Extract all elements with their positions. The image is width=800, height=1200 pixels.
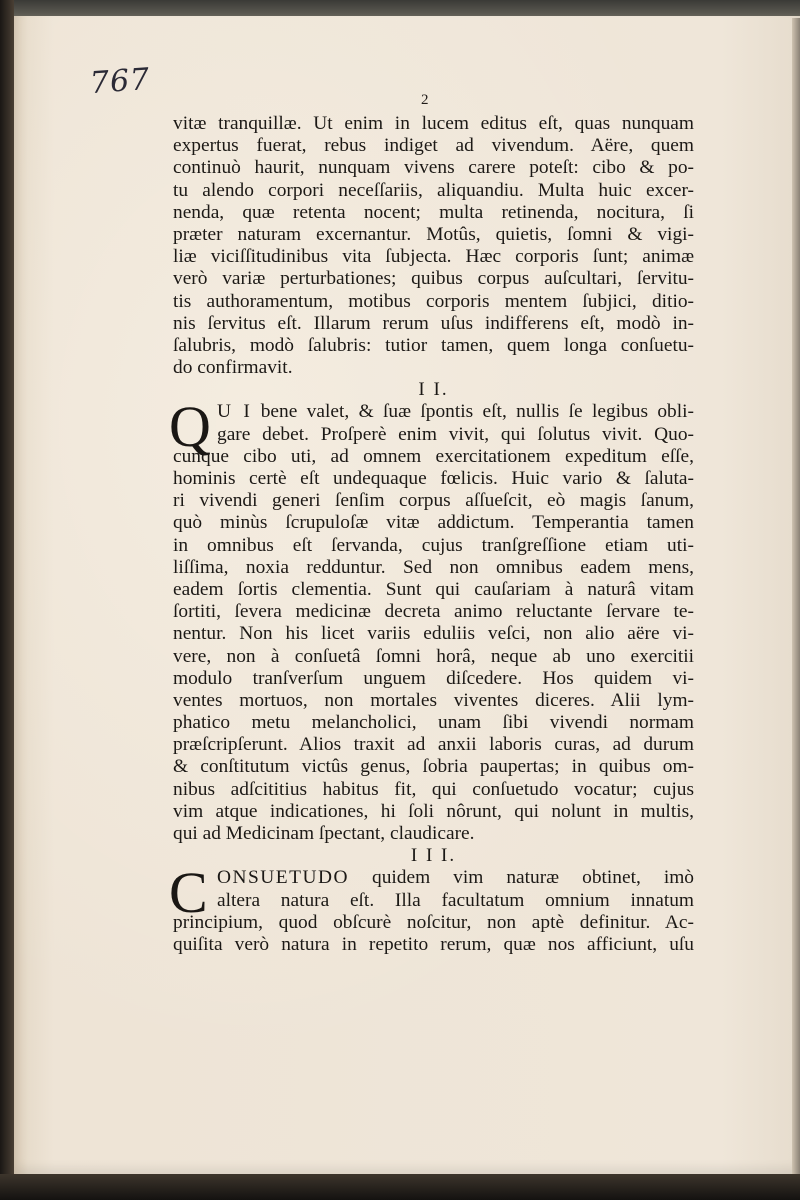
text-line: liæ viciſſitudinibus vita ſubjecta. Hæc corporis ſunt; animæ xyxy=(173,246,694,268)
text-line: in omnibus eſt ſervanda, cujus tranſgreſſione etiam uti- xyxy=(173,534,694,556)
text-line: vere, non à conſuetâ ſomni horâ, neque ab uno exercitii xyxy=(173,645,694,667)
text-line: præſcripſerunt. Alios traxit ad anxii laboris curas, ad durum xyxy=(173,734,694,756)
section-3 xyxy=(169,860,694,956)
text-line: vim atque indicationes, hi ſoli nôrunt, qui nolunt in multis, xyxy=(173,800,694,822)
lead-capitals: ONSUETUDO xyxy=(217,867,349,889)
text-line: continuò haurit, nunquam vivens carere poteſt: cibo & po- xyxy=(173,157,694,179)
text-line: & conſtitutum victûs genus, ſobria paupertas; in quibus om- xyxy=(173,756,694,778)
spine-shadow xyxy=(0,0,14,1200)
text-line: hominis certè eſt undequaque fœlicis. Huic vario & ſaluta- xyxy=(173,468,694,489)
text-line xyxy=(173,867,694,889)
text-line: nibus adſcititius habitus fit, qui conſuetudo vocatur; cujus xyxy=(173,778,694,800)
text-line: cunque cibo uti, ad omnem exercitationem expeditum eſſe, xyxy=(173,445,694,467)
drop-cap: Q xyxy=(169,394,211,460)
text-line: altera natura eſt. Illa facultatum omnium innatum xyxy=(217,889,694,911)
text-line: ſortiti, ſevera medicinæ decreta animo reluctante ſervare te- xyxy=(173,601,694,623)
text-line: gare debet. Proſperè enim vivit, qui ſolutus vivit. Quo- xyxy=(217,423,694,445)
text-line: tu alendo corpori neceſſariis, aliquandiu. Multa huic excer- xyxy=(173,179,694,201)
text-line: qui ad Medicinam ſpectant, claudicare. xyxy=(173,823,475,844)
section-2 xyxy=(169,394,694,845)
section-heading-3: I I I. xyxy=(410,845,457,867)
text-line: verò variæ perturbationes; quibus corpus auſcultari, ſervitu- xyxy=(173,268,694,290)
page-right-edge xyxy=(792,18,800,1178)
paragraph-1 xyxy=(173,113,694,379)
handwritten-margin-note: 767 xyxy=(88,61,152,102)
text-line: nis ſervitus eſt. Illarum rerum uſus indifferens eſt, modò in- xyxy=(173,312,694,334)
line-rest: bene valet, & ſuæ ſpontis eſt, nullis ſe legibus obli- xyxy=(260,401,694,423)
text-line xyxy=(173,401,694,423)
text-line: nentur. Non his licet variis eduliis veſci, non alio aëre vi- xyxy=(173,623,694,645)
text-line: tis authoramentum, motibus corporis mentem ſubjici, ditio- xyxy=(173,290,694,312)
text-line: ſalubris, modò ſalubris: tutior tamen, quem longa conſuetu- xyxy=(173,334,694,356)
text-line: nenda, quæ retenta nocent; multa retinenda, nocitura, ſi xyxy=(173,201,694,223)
drop-cap: C xyxy=(169,860,208,926)
text-line: quiſita verò natura in repetito rerum, quæ nos afficiunt, uſu xyxy=(173,933,694,955)
text-line: expertus fuerat, rebus indiget ad vivendum. Aëre, quem xyxy=(173,135,694,157)
text-line: ventes mortuos, non mortales viventes diceres. Alii lym- xyxy=(173,689,694,711)
text-line: liſſima, noxia redduntur. Sed non omnibus eadem mens, xyxy=(173,556,694,578)
page-bottom-edge xyxy=(0,1174,800,1200)
text-line: præter naturam excernantur. Motûs, quietis, ſomni & vigi- xyxy=(173,223,694,245)
line-rest: quidem vim naturæ obtinet, imò xyxy=(372,867,694,889)
text-line: principium, quod obſcurè noſcitur, non aptè definitur. Ac- xyxy=(173,911,694,933)
text-line: eadem ſortis clementia. Sunt qui cauſariam à naturâ vitam xyxy=(173,578,694,600)
page-number: 2 xyxy=(421,92,429,108)
text-line: ri vivendi generi ſenſim corpus aſſueſcit, eò magis ſanum, xyxy=(173,490,694,512)
text-line: modulo tranſverſum unguem diſcedere. Hos quidem vi- xyxy=(173,667,694,689)
text-block xyxy=(169,113,694,956)
text-line: do confirmavit. xyxy=(173,357,293,379)
section-heading-2: I I. xyxy=(418,379,449,401)
text-line: quò minùs ſcrupuloſæ vitæ addictum. Temperantia tamen xyxy=(173,512,694,534)
text-line: vitæ tranquillæ. Ut enim in lucem editus eſt, quas nunquam xyxy=(173,113,694,134)
lead-capitals: U I xyxy=(217,401,252,423)
text-line: phatico metu melancholici, unam ſibi vivendi normam xyxy=(173,712,694,734)
